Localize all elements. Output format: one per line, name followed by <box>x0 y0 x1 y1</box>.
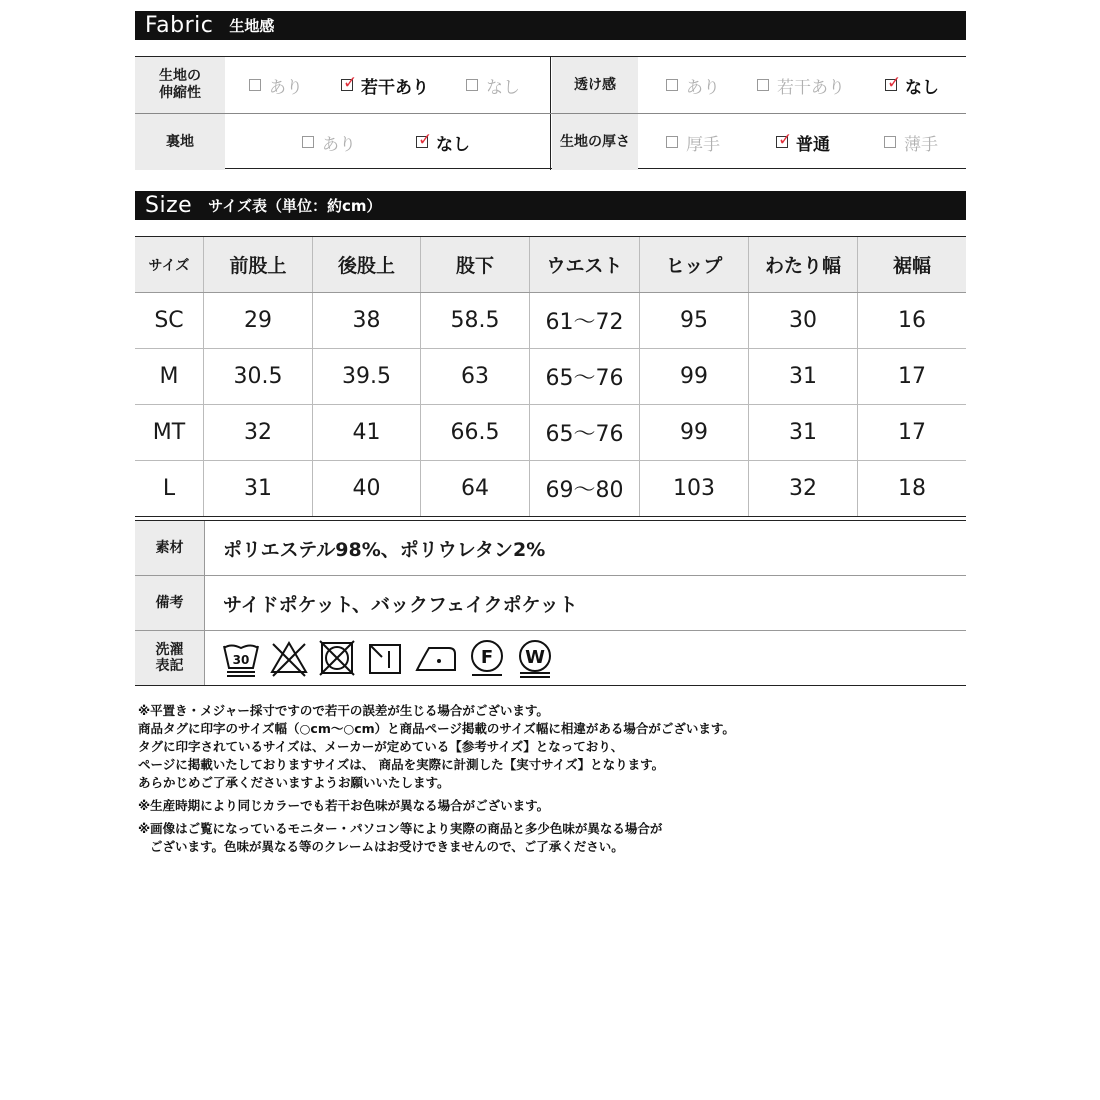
fabric-row-2 <box>135 113 966 170</box>
stretch-option-no: なし <box>466 57 520 113</box>
table-cell: 18 <box>898 476 926 501</box>
table-cell: 40 <box>313 461 421 516</box>
fabric-table <box>135 56 966 169</box>
table-cell: 30.5 <box>204 349 313 404</box>
checkbox-icon <box>757 79 769 91</box>
table-cell: M <box>135 349 204 404</box>
washing-label: 洗濯 表記 <box>135 631 205 685</box>
lining-option-no: ✓ なし <box>418 130 470 155</box>
checkbox-icon <box>666 136 678 148</box>
fabric-section-header <box>135 11 966 40</box>
table-cell: 32 <box>204 405 313 460</box>
table-cell: 38 <box>313 293 421 348</box>
table-row <box>135 461 966 517</box>
lining-label: 裏地 <box>135 114 225 170</box>
table-row <box>135 405 966 461</box>
thickness-option-normal: ✓ 普通 <box>778 130 830 155</box>
note-line: ございます。色味が異なる等のクレームはお受けできませんので、ご了承ください。 <box>150 839 624 854</box>
note-line: ※画像はご覧になっているモニター・パソコン等により実際の商品と多少色味が異なる場合が <box>138 821 663 836</box>
checked-checkbox-icon: ✓ <box>887 73 902 93</box>
note-line: ページに掲載いたしておりますサイズは、 商品を実際に計測した【実寸サイズ】となります。 <box>138 757 665 772</box>
table-cell: 99 <box>640 349 749 404</box>
column-header: 裾幅 <box>892 255 931 277</box>
fabric-title: Fabric <box>145 13 214 38</box>
table-cell: 41 <box>313 405 421 460</box>
table-cell: 65〜76 <box>530 349 640 404</box>
material-row <box>135 521 966 576</box>
table-cell: 31 <box>749 405 858 460</box>
table-cell: 29 <box>204 293 313 348</box>
table-cell: MT <box>135 405 204 460</box>
size-section-header <box>135 191 966 220</box>
note-line: あらかじめご了承くださいますようお願いいたします。 <box>138 775 450 790</box>
lining-option-yes: あり <box>302 114 356 170</box>
checkbox-icon <box>302 136 314 148</box>
note-line: ※平置き・メジャー採寸ですので若干の誤差が生じる場合がございます。 <box>138 703 549 718</box>
remarks-label: 備考 <box>135 576 205 630</box>
transparency-option-no: ✓ なし <box>887 73 939 98</box>
table-cell: 64 <box>421 461 530 516</box>
table-cell: 32 <box>749 461 858 516</box>
stretch-label-line1: 生地の <box>159 68 201 84</box>
table-cell: 17 <box>898 420 926 445</box>
transparency-option-slight: 若干あり <box>757 57 845 113</box>
no-tumble-dry-icon <box>317 638 357 678</box>
table-cell: 30 <box>749 293 858 348</box>
transparency-option-yes: あり <box>666 57 720 113</box>
size-subtitle: サイズ表（単位：約cm） <box>208 197 382 215</box>
table-cell: 17 <box>898 364 926 389</box>
checkbox-icon <box>666 79 678 91</box>
table-row <box>135 293 966 349</box>
product-info-table <box>135 520 966 686</box>
svg-text:F: F <box>480 647 494 668</box>
column-header: ウエスト <box>530 237 640 292</box>
table-cell: 63 <box>421 349 530 404</box>
no-bleach-icon <box>269 638 309 678</box>
remarks-value: サイドポケット、バックフェイクポケット <box>223 593 578 616</box>
iron-low-icon <box>413 638 459 678</box>
column-header: 股下 <box>421 237 530 292</box>
stretch-label-line2: 伸縮性 <box>159 85 201 101</box>
table-cell: 65〜76 <box>530 405 640 460</box>
stretch-label <box>135 57 225 113</box>
table-cell: 95 <box>640 293 749 348</box>
table-cell: 61〜72 <box>530 293 640 348</box>
table-cell: 31 <box>749 349 858 404</box>
thickness-option-thin: 薄手 <box>884 114 938 170</box>
material-label: 素材 <box>135 521 205 575</box>
fabric-subtitle: 生地感 <box>229 17 275 35</box>
dry-clean-f-icon <box>467 638 507 678</box>
checkbox-icon <box>466 79 478 91</box>
table-cell: 58.5 <box>421 293 530 348</box>
stretch-option-yes: あり <box>249 57 303 113</box>
table-cell: 66.5 <box>421 405 530 460</box>
notes <box>138 702 735 856</box>
column-header: 前股上 <box>204 237 313 292</box>
size-table <box>135 236 966 517</box>
table-cell: 69〜80 <box>530 461 640 516</box>
table-row <box>135 349 966 405</box>
fabric-row-1 <box>135 57 966 113</box>
checked-checkbox-icon: ✓ <box>343 73 358 93</box>
column-header: ヒップ <box>640 237 749 292</box>
checkbox-icon <box>884 136 896 148</box>
note-line: 商品タグに印字のサイズ幅（○cm〜○cm）と商品ページ掲載のサイズ幅に相違がある場合がございます。 <box>138 721 735 736</box>
thickness-label: 生地の厚さ <box>552 114 638 170</box>
table-cell: 16 <box>898 308 926 333</box>
table-cell: 31 <box>204 461 313 516</box>
wash-30-icon <box>221 638 261 678</box>
checked-checkbox-icon: ✓ <box>778 130 793 150</box>
svg-text:W: W <box>525 647 545 668</box>
wet-clean-w-icon <box>515 638 555 678</box>
note-line: タグに印字されているサイズは、メーカーが定めている【参考サイズ】となっており、 <box>138 739 624 754</box>
table-cell: 103 <box>640 461 749 516</box>
material-value: ポリエステル98%、ポリウレタン2% <box>223 538 546 561</box>
washing-icons <box>205 631 555 685</box>
column-header: わたり幅 <box>749 237 858 292</box>
table-cell: 39.5 <box>313 349 421 404</box>
checked-checkbox-icon: ✓ <box>418 130 433 150</box>
checkbox-icon <box>249 79 261 91</box>
table-cell: SC <box>135 293 204 348</box>
thickness-option-thick: 厚手 <box>666 114 720 170</box>
note-line: ※生産時期により同じカラーでも若干お色味が異なる場合がございます。 <box>138 798 550 813</box>
line-dry-shade-icon <box>365 638 405 678</box>
washing-row <box>135 631 966 686</box>
column-header: 後股上 <box>313 237 421 292</box>
stretch-option-slight: ✓ 若干あり <box>343 73 429 98</box>
size-table-header <box>135 237 966 293</box>
column-header: サイズ <box>135 237 204 292</box>
size-title: Size <box>145 193 193 218</box>
transparency-label: 透け感 <box>552 57 638 113</box>
remarks-row <box>135 576 966 631</box>
svg-text:30: 30 <box>232 653 250 667</box>
table-cell: 99 <box>640 405 749 460</box>
table-cell: L <box>135 461 204 516</box>
